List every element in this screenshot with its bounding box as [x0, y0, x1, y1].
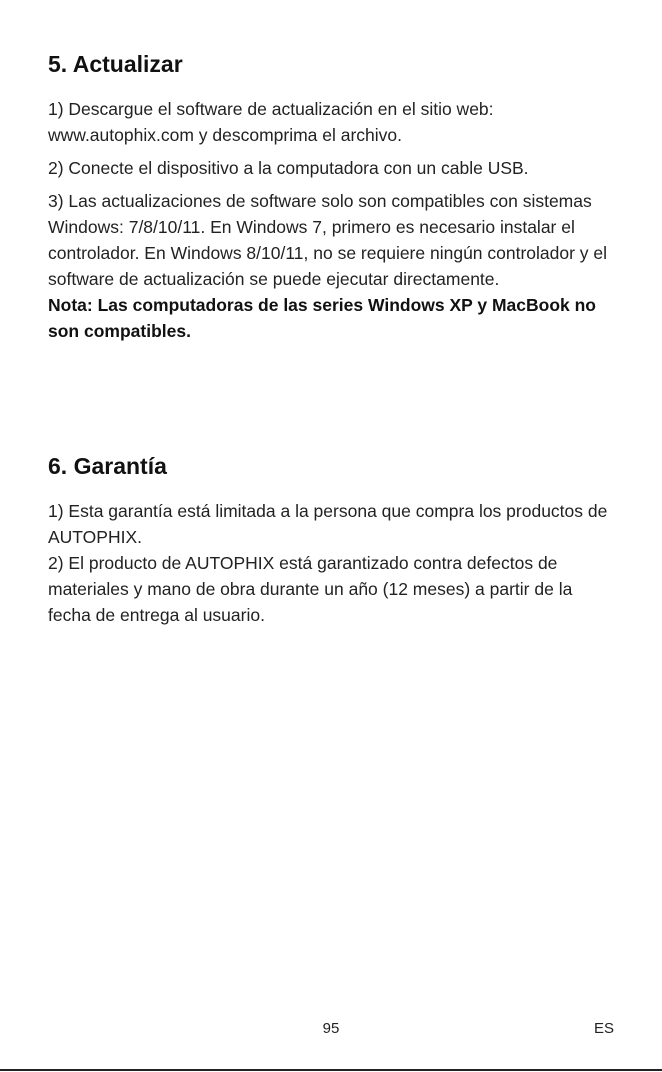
warranty-heading: 6. Garantía: [48, 453, 167, 479]
update-step-3: 3) Las actualizaciones de software solo son compatibles con sistemas Windows: 7/8/10/11. En Windows 7, primero es necesario instalar el controlador. En Windows 8/10/11, no se requiere ningún controlador y el software de actualización se puede ejecutar directamente.: [48, 191, 608, 289]
update-section: [48, 50, 618, 344]
warranty-item-2: 2) El producto de AUTOPHIX está garantizado contra defectos de materiales y mano de obra durante un año (12 meses) a partir de la fecha de entrega al usuario.: [48, 553, 573, 625]
language-code: ES: [593, 1020, 614, 1037]
update-step-2: 2) Conecte el dispositivo a la computadora con un cable USB.: [48, 158, 529, 178]
bottom-divider: [0, 1069, 662, 1071]
compatibility-note: Nota: Las computadoras de las series Windows XP y MacBook no son compatibles.: [48, 295, 596, 341]
warranty-item-1: 1) Esta garantía está limitada a la persona que compra los productos de AUTOPHIX.: [48, 501, 608, 547]
update-heading: 5. Actualizar: [48, 51, 183, 77]
page-number: 95: [322, 1020, 340, 1037]
warranty-section: [48, 452, 618, 628]
update-step-1: 1) Descargue el software de actualización en el sitio web: www.autophix.com y descomprima el archivo.: [48, 99, 494, 145]
